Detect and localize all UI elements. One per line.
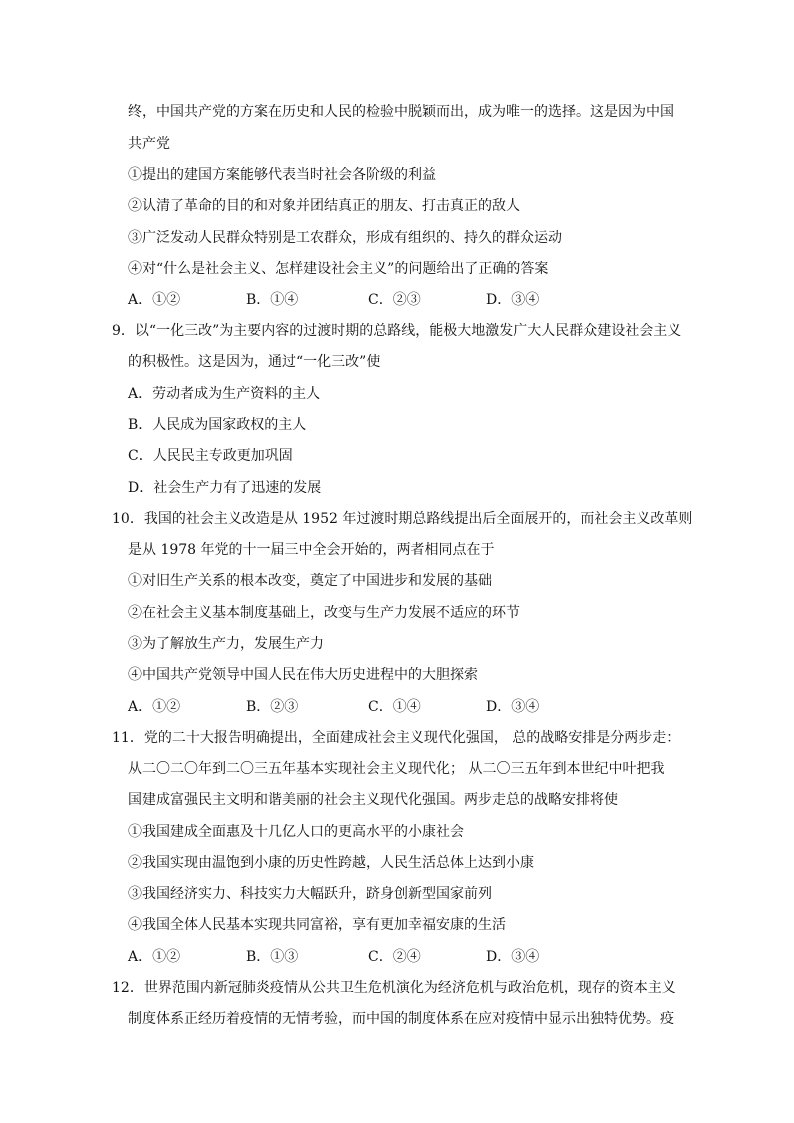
- q10-option-c[interactable]: C．①④: [368, 699, 421, 715]
- q10-option-b[interactable]: B．②③: [246, 699, 299, 715]
- q11-option-d[interactable]: D．③④: [486, 949, 540, 965]
- q10-item-1: ①对旧生产关系的根本改变，奠定了中国进步和发展的基础: [128, 573, 492, 589]
- q10-item-4: ④中国共产党领导中国人民在伟大历史进程中的大胆探索: [128, 667, 478, 683]
- q11-item-2: ②我国实现由温饱到小康的历史性跨越，人民生活总体上达到小康: [128, 855, 534, 871]
- q9-option-c[interactable]: C．人民民主专政更加巩固: [128, 448, 293, 464]
- q9-option-d[interactable]: D．社会生产力有了迅速的发展: [128, 480, 322, 496]
- q8-item-4: ④对“什么是社会主义、怎样建设社会主义”的问题给出了正确的答案: [128, 261, 549, 277]
- q9-option-b[interactable]: B．人民成为国家政权的主人: [128, 417, 307, 433]
- q11-option-a[interactable]: A．①②: [128, 949, 181, 965]
- q10-option-a[interactable]: A．①②: [128, 699, 181, 715]
- q11-item-3: ③我国经济实力、科技实力大幅跃升，跻身创新型国家前列: [128, 886, 492, 902]
- q8-option-b[interactable]: B．①④: [246, 292, 299, 308]
- q9-stem-line-1: 9．以“一化三改”为主要内容的过渡时期的总路线，能极大地激发广大人民群众建设社会主义: [112, 323, 682, 339]
- q12-stem-line-1: 12．世界范围内新冠肺炎疫情从公共卫生危机演化为经济危机与政治危机，现存的资本主义: [112, 980, 676, 996]
- q10-option-d[interactable]: D．③④: [486, 699, 540, 715]
- q11-stem-line-2: 从二〇二〇年到二〇三五年基本实现社会主义现代化； 从二〇三五年到本世纪中叶把我: [128, 761, 665, 777]
- q9-stem-line-2: 的积极性。这是因为，通过“一化三改”使: [128, 354, 381, 370]
- q10-stem-line-2: 是从 1978 年党的十一届三中全会开始的，两者相同点在于: [128, 542, 495, 558]
- q10-item-3: ③为了解放生产力，发展生产力: [128, 636, 324, 652]
- q11-stem-line-1: 11．党的二十大报告明确提出，全面建成社会主义现代化强国， 总的战略安排是分两步走：: [112, 730, 681, 746]
- q8-option-c[interactable]: C．②③: [368, 292, 421, 308]
- q10-item-2: ②在社会主义基本制度基础上，改变与生产力发展不适应的环节: [128, 605, 520, 621]
- q12-stem-line-2: 制度体系正经历着疫情的无情考验，而中国的制度体系在应对疫情中显示出独特优势。疫: [128, 1011, 674, 1027]
- q11-stem-line-3: 国建成富强民主文明和谐美丽的社会主义现代化强国。两步走总的战略安排将使: [128, 792, 618, 808]
- q8-stem-line-1: 终，中国共产党的方案在历史和人民的检验中脱颖而出，成为唯一的选择。这是因为中国: [128, 104, 674, 120]
- q8-item-1: ①提出的建国方案能够代表当时社会各阶级的利益: [128, 167, 436, 183]
- q8-item-2: ②认清了革命的目的和对象并团结真正的朋友、打击真正的敌人: [128, 198, 520, 214]
- q11-item-4: ④我国全体人民基本实现共同富裕，享有更加幸福安康的生活: [128, 917, 506, 933]
- q8-item-3: ③广泛发动人民群众特别是工农群众，形成有组织的、持久的群众运动: [128, 230, 562, 246]
- q11-option-b[interactable]: B．①③: [246, 949, 299, 965]
- q11-item-1: ①我国建成全面惠及十几亿人口的更高水平的小康社会: [128, 824, 464, 840]
- q8-option-a[interactable]: A．①②: [128, 292, 181, 308]
- q8-stem-line-2: 共产党: [128, 136, 170, 152]
- q9-option-a[interactable]: A．劳动者成为生产资料的主人: [128, 386, 321, 402]
- q10-stem-line-1: 10．我国的社会主义改造是从 1952 年过渡时期总路线提出后全面展开的，而社会主义改革则: [112, 511, 693, 527]
- q8-option-d[interactable]: D．③④: [486, 292, 540, 308]
- q11-option-c[interactable]: C．②④: [368, 949, 421, 965]
